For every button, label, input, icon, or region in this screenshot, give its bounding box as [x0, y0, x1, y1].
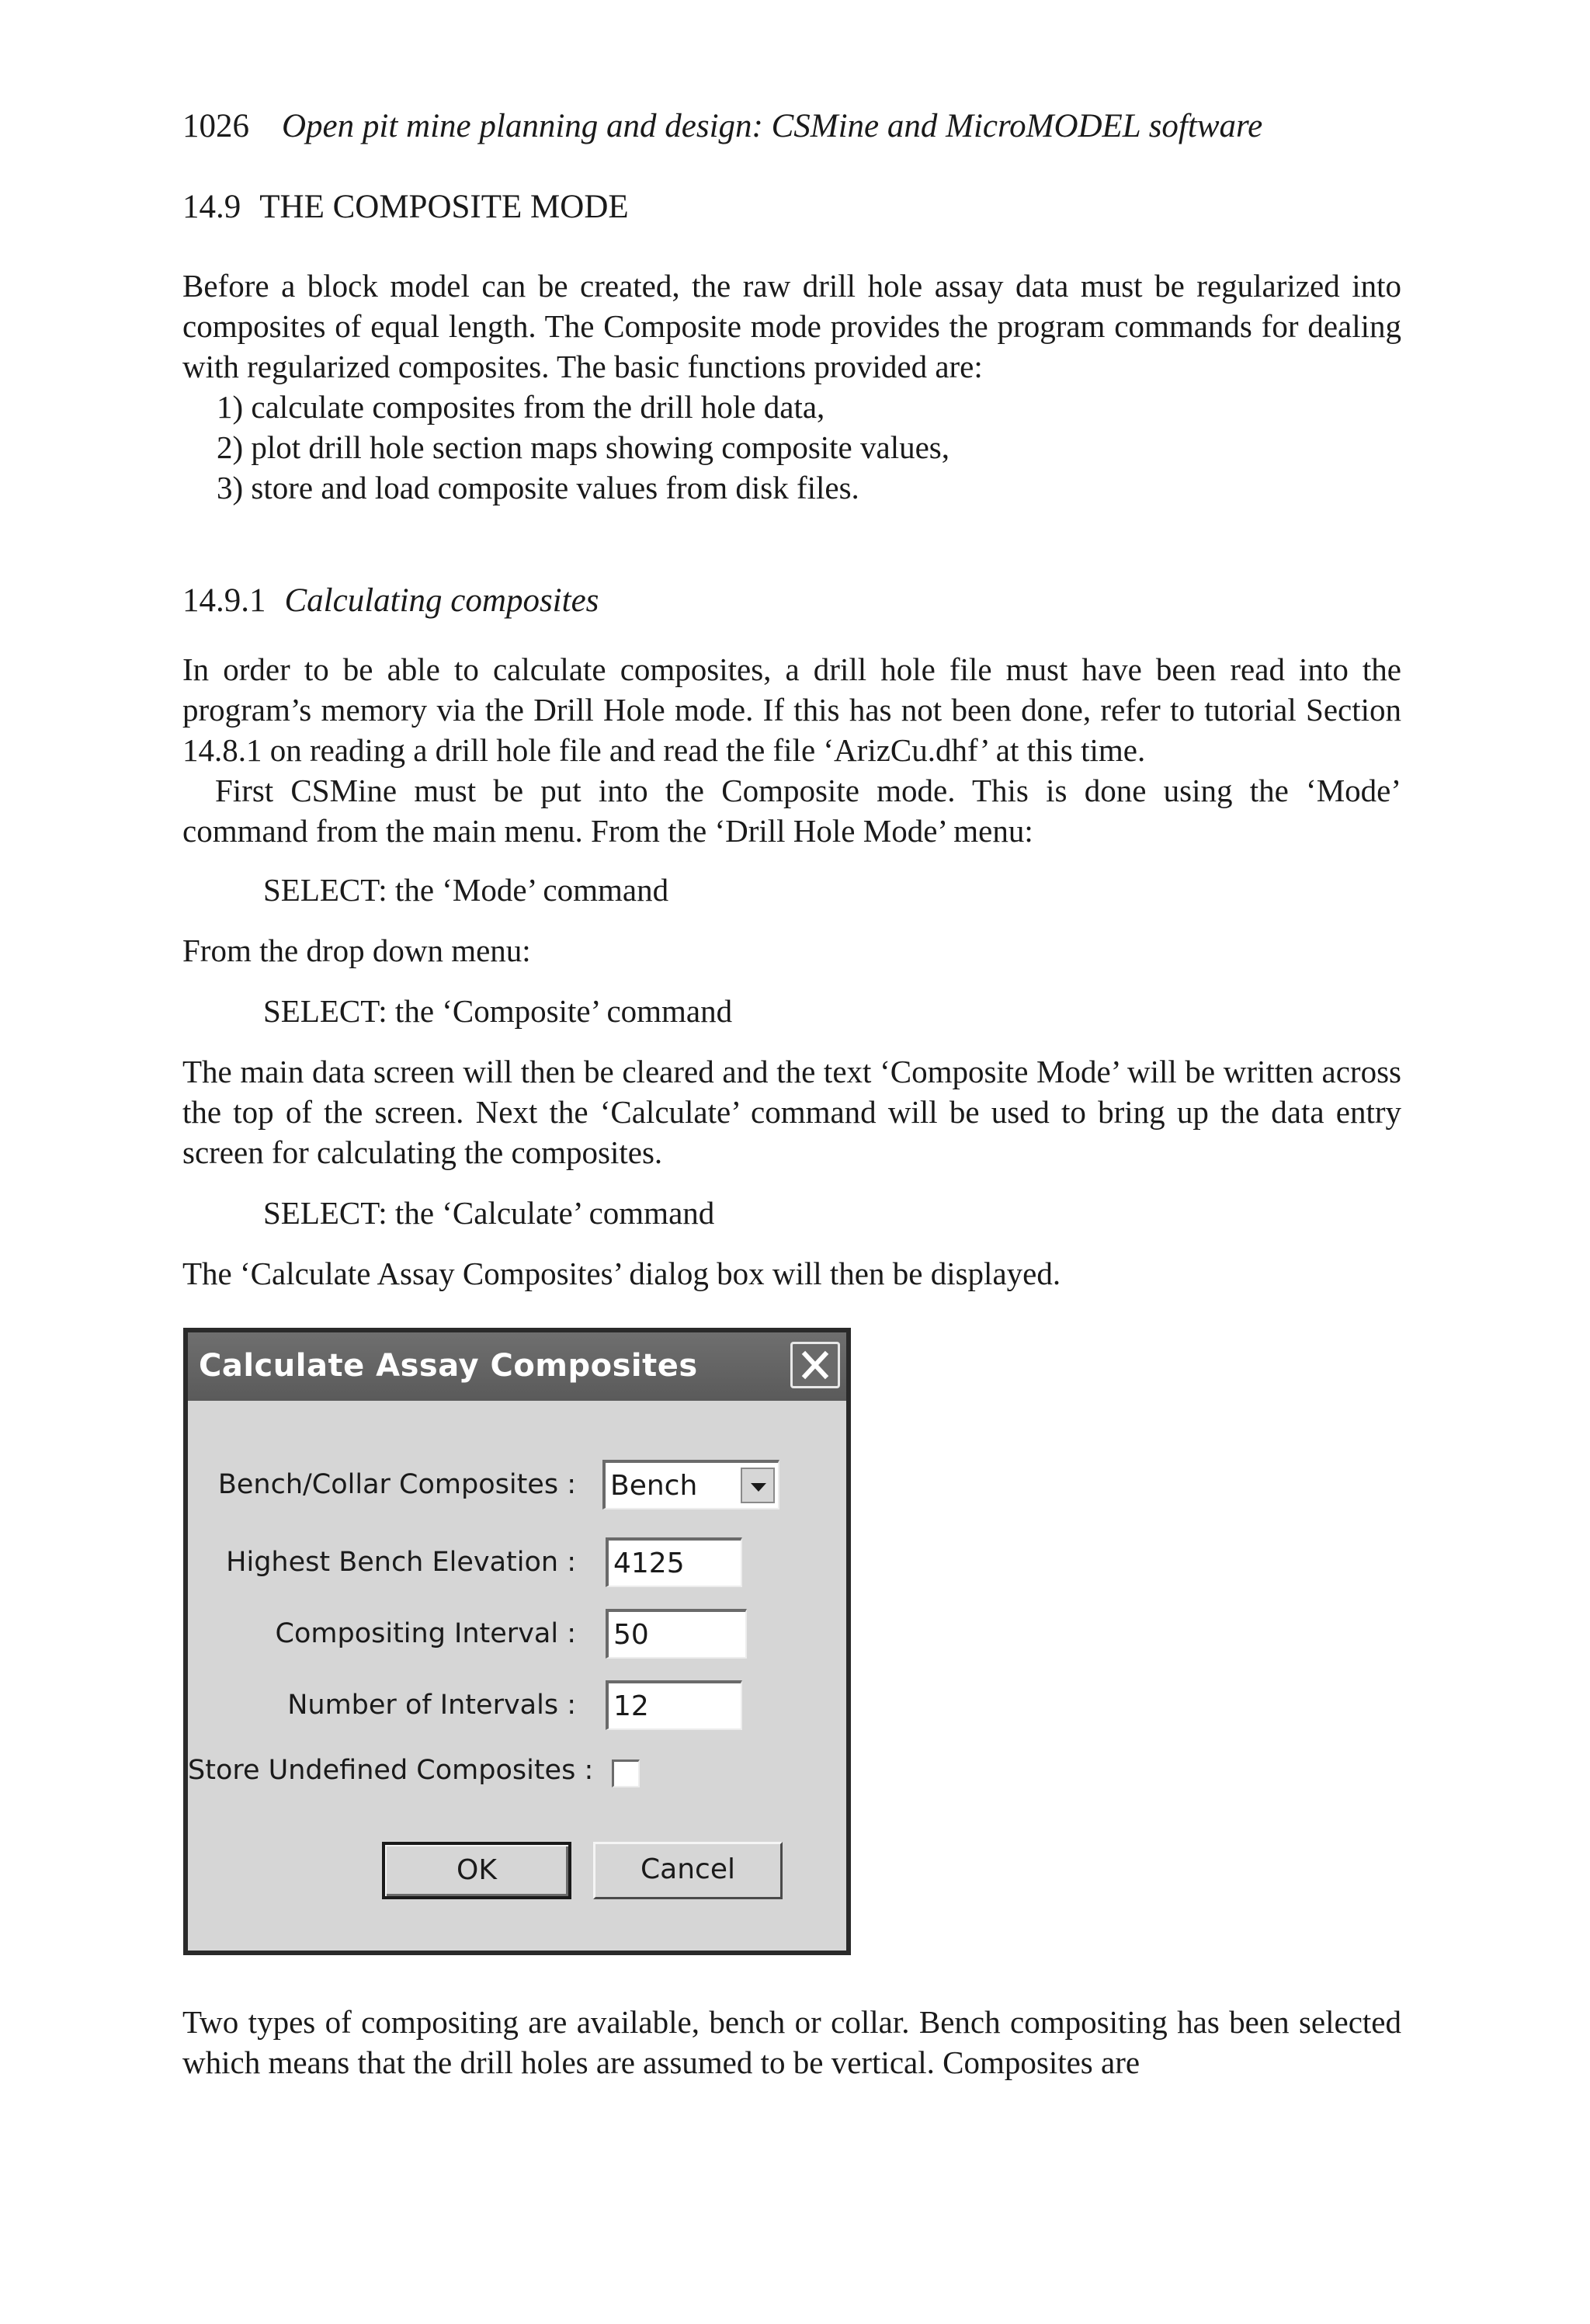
book-title: Open pit mine planning and design: CSMine and MicroMODEL software	[282, 108, 1263, 144]
dialog-title: Calculate Assay Composites	[199, 1348, 698, 1384]
store-undefined-label: Store Undefined Composites :	[188, 1755, 594, 1786]
bench-collar-label: Bench/Collar Composites :	[217, 1469, 576, 1500]
close-icon	[793, 1344, 838, 1386]
select-instruction-composite: SELECT: the ‘Composite’ command	[263, 993, 733, 1029]
subsection-heading	[182, 580, 599, 622]
body-paragraph-2: First CSMine must be put into the Composite mode. This is done using the ‘Mode’ command from the main menu. From the ‘Drill Hole Mode’ menu:	[182, 773, 1401, 849]
calculate-assay-composites-dialog	[183, 1328, 851, 1955]
body-paragraph-6: Two types of compositing are available, bench or collar. Bench compositing has been selected which means that the drill holes are assumed to be vertical. Composites are	[182, 2004, 1401, 2080]
dialog-titlebar[interactable]	[188, 1332, 846, 1401]
ok-button[interactable]: OK	[382, 1842, 571, 1899]
section-heading	[182, 186, 629, 228]
body-paragraph-1: In order to be able to calculate composites, a drill hole file must have been read into the program’s memory via the Drill Hole mode. If this has not been done, refer to tutorial Section 14.8.1 on reading a drill hole file and read the file ‘ArizCu.dhf’ at this time.	[182, 651, 1401, 768]
chevron-down-icon[interactable]	[741, 1468, 775, 1503]
select-instruction-calculate: SELECT: the ‘Calculate’ command	[263, 1195, 715, 1231]
dialog-client-area	[188, 1401, 846, 1951]
subsection-title: Calculating composites	[284, 582, 599, 619]
page-number: 1026	[182, 108, 249, 144]
list-item: 1) calculate composites from the drill hole data,	[217, 389, 825, 425]
select-instruction-mode: SELECT: the ‘Mode’ command	[263, 872, 669, 908]
number-of-intervals-label: Number of Intervals :	[287, 1690, 576, 1721]
bench-collar-select[interactable]	[602, 1460, 779, 1509]
number-of-intervals-input[interactable]: 12	[606, 1680, 742, 1730]
cancel-button[interactable]: Cancel	[593, 1842, 783, 1899]
compositing-interval-input[interactable]: 50	[606, 1609, 747, 1659]
running-header	[182, 106, 1262, 148]
intro-paragraph: Before a block model can be created, the raw drill hole assay data must be regularized into composites of equal length. The Composite mode provides the program commands for dealing with regularized composites. The basic functions provided are:	[182, 268, 1401, 384]
body-paragraph-4: The main data screen will then be cleared and the text ‘Composite Mode’ will be written across the top of the screen. Next the ‘Calculate’ command will be used to bring up the data entry screen for calculating the composites.	[182, 1054, 1401, 1170]
subsection-number: 14.9.1	[182, 582, 266, 619]
store-undefined-checkbox[interactable]	[612, 1760, 640, 1787]
highest-bench-input[interactable]: 4125	[606, 1537, 742, 1587]
body-paragraph-3: From the drop down menu:	[182, 933, 531, 968]
function-list	[217, 387, 949, 508]
section-number: 14.9	[182, 189, 241, 225]
list-item: 2) plot drill hole section maps showing composite values,	[217, 429, 950, 465]
list-item: 3) store and load composite values from disk files.	[217, 470, 859, 505]
close-button[interactable]	[790, 1342, 840, 1388]
compositing-interval-label: Compositing Interval :	[275, 1618, 576, 1649]
highest-bench-label: Highest Bench Elevation :	[226, 1547, 576, 1578]
body-paragraph-5: The ‘Calculate Assay Composites’ dialog box will then be displayed.	[182, 1256, 1061, 1291]
bench-collar-value: Bench	[610, 1470, 698, 1502]
section-title: THE COMPOSITE MODE	[259, 189, 629, 225]
